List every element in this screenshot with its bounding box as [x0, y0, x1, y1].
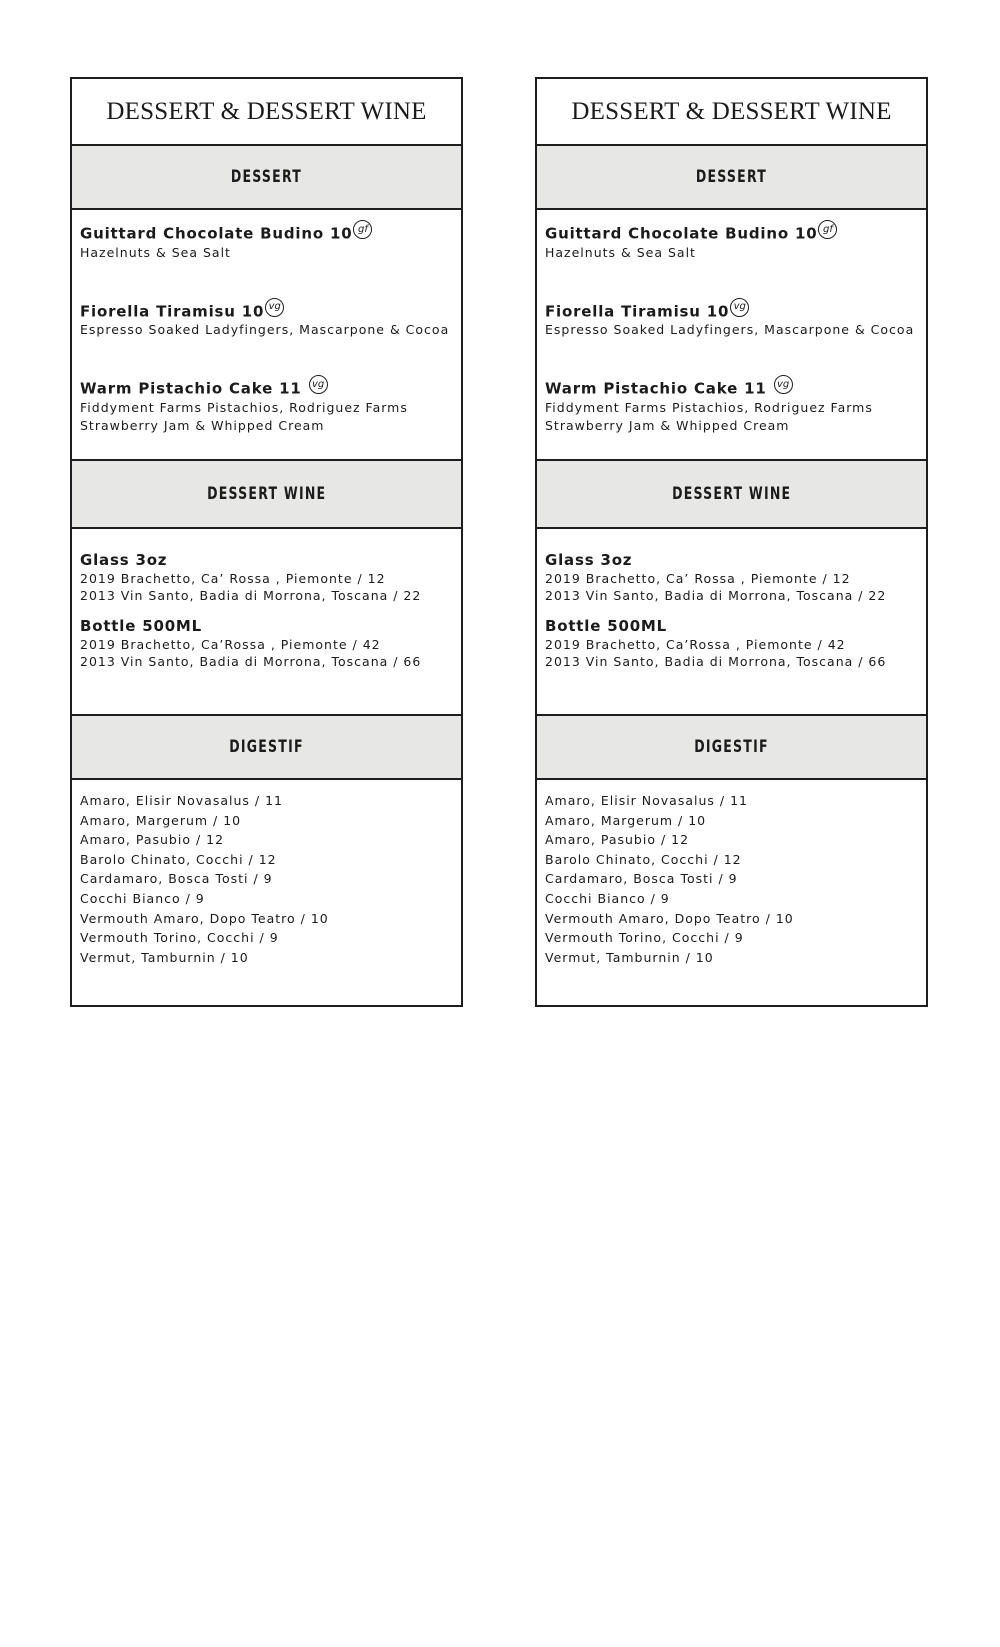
- digestif-heading: DIGESTIF: [229, 737, 304, 757]
- dessert-name: Warm Pistachio Cake 11: [80, 379, 308, 398]
- dessert-name: Guittard Chocolate Budino 10: [80, 224, 353, 243]
- dessert-description: Fiddyment Farms Pistachios, Rodriguez Farms Strawberry Jam & Whipped Cream: [545, 399, 873, 433]
- dessert-name: Fiorella Tiramisu 10: [80, 302, 265, 320]
- menu-title: DESSERT & DESSERT WINE: [537, 79, 926, 146]
- wine-line: 2019 Brachetto, Ca’Rossa , Piemonte / 42: [80, 637, 381, 652]
- vegetarian-badge-icon: vg: [309, 375, 328, 394]
- digestif-item: Cocchi Bianco / 9: [545, 890, 670, 906]
- menu-title: DESSERT & DESSERT WINE: [72, 79, 461, 146]
- dessert-item: [545, 298, 920, 340]
- dessert-wine-list: [72, 529, 461, 714]
- digestif-section-header: [72, 714, 461, 780]
- digestif-item: Barolo Chinato, Cocchi / 12: [545, 851, 742, 867]
- digestif-item: Amaro, Elisir Novasalus / 11: [80, 793, 283, 808]
- dessert-description: Espresso Soaked Ladyfingers, Mascarpone & Cocoa: [80, 322, 450, 337]
- wine-group-bottle: [545, 617, 920, 670]
- digestif-item: Amaro, Margerum / 10: [80, 812, 242, 828]
- dessert-section-header: [72, 146, 461, 210]
- digestif-item: Amaro, Margerum / 10: [545, 812, 707, 828]
- dessert-item: [80, 220, 455, 262]
- wine-group-glass: [545, 551, 920, 604]
- menu-card-left: [70, 77, 463, 1007]
- wine-line: 2019 Brachetto, Ca’ Rossa , Piemonte / 12: [80, 571, 386, 586]
- dessert-item: [545, 375, 920, 435]
- dessert-name: Warm Pistachio Cake 11: [545, 379, 773, 398]
- dessert-description: Espresso Soaked Ladyfingers, Mascarpone & Cocoa: [545, 322, 915, 337]
- digestif-item: Vermouth Amaro, Dopo Teatro / 10: [80, 910, 329, 926]
- dessert-heading: DESSERT: [695, 167, 768, 187]
- dessert-wine-heading: DESSERT WINE: [206, 484, 327, 504]
- dessert-list: [72, 210, 461, 459]
- dessert-wine-section-header: [537, 459, 926, 529]
- gluten-free-badge-icon: gf: [818, 220, 837, 239]
- digestif-item: Vermouth Amaro, Dopo Teatro / 10: [545, 910, 794, 926]
- digestif-item: Cardamaro, Bosca Tosti / 9: [80, 871, 273, 887]
- gluten-free-badge-icon: gf: [353, 220, 372, 239]
- wine-line: 2019 Brachetto, Ca’Rossa , Piemonte / 42: [545, 637, 846, 652]
- dessert-wine-list: [537, 529, 926, 714]
- wine-line: 2013 Vin Santo, Badia di Morrona, Toscana / 66: [80, 654, 422, 669]
- digestif-item: Vermouth Torino, Cocchi / 9: [545, 930, 744, 946]
- vegetarian-badge-icon: vg: [774, 375, 793, 394]
- digestif-item: Vermut, Tamburnin / 10: [545, 949, 714, 965]
- dessert-description: Hazelnuts & Sea Salt: [80, 244, 231, 260]
- digestif-item: Amaro, Pasubio / 12: [80, 832, 225, 848]
- dessert-list: [537, 210, 926, 459]
- wine-group-label: Glass 3oz: [80, 551, 168, 569]
- digestif-list: [72, 780, 461, 1005]
- wine-line: 2013 Vin Santo, Badia di Morrona, Toscana / 22: [545, 588, 887, 603]
- dessert-item: [545, 220, 920, 262]
- dessert-section-header: [537, 146, 926, 210]
- digestif-item: Amaro, Pasubio / 12: [545, 832, 690, 848]
- dessert-description: Fiddyment Farms Pistachios, Rodriguez Farms Strawberry Jam & Whipped Cream: [80, 399, 408, 433]
- wine-line: 2013 Vin Santo, Badia di Morrona, Toscana / 66: [545, 654, 887, 669]
- wine-line: 2019 Brachetto, Ca’ Rossa , Piemonte / 12: [545, 571, 851, 586]
- vegetarian-badge-icon: vg: [265, 298, 284, 317]
- wine-group-glass: [80, 551, 455, 604]
- dessert-wine-section-header: [72, 459, 461, 529]
- wine-group-label: Bottle 500ML: [545, 617, 668, 635]
- digestif-item: Barolo Chinato, Cocchi / 12: [80, 851, 277, 867]
- dessert-item: [80, 375, 455, 435]
- wine-line: 2013 Vin Santo, Badia di Morrona, Toscana / 22: [80, 588, 422, 603]
- digestif-heading: DIGESTIF: [694, 737, 769, 757]
- dessert-item: [80, 298, 455, 340]
- wine-group-bottle: [80, 617, 455, 670]
- digestif-item: Cocchi Bianco / 9: [80, 890, 205, 906]
- dessert-wine-heading: DESSERT WINE: [671, 484, 792, 504]
- wine-group-label: Glass 3oz: [545, 551, 633, 569]
- dessert-description: Hazelnuts & Sea Salt: [545, 244, 696, 260]
- digestif-item: Vermut, Tamburnin / 10: [80, 949, 249, 965]
- digestif-item: Amaro, Elisir Novasalus / 11: [545, 793, 748, 808]
- digestif-item: Cardamaro, Bosca Tosti / 9: [545, 871, 738, 887]
- digestif-item: Vermouth Torino, Cocchi / 9: [80, 930, 279, 946]
- dessert-name: Guittard Chocolate Budino 10: [545, 224, 818, 243]
- menu-card-right: [535, 77, 928, 1007]
- digestif-section-header: [537, 714, 926, 780]
- dessert-heading: DESSERT: [230, 167, 303, 187]
- dessert-name: Fiorella Tiramisu 10: [545, 302, 730, 320]
- vegetarian-badge-icon: vg: [730, 298, 749, 317]
- digestif-list: [537, 780, 926, 1005]
- wine-group-label: Bottle 500ML: [80, 617, 203, 635]
